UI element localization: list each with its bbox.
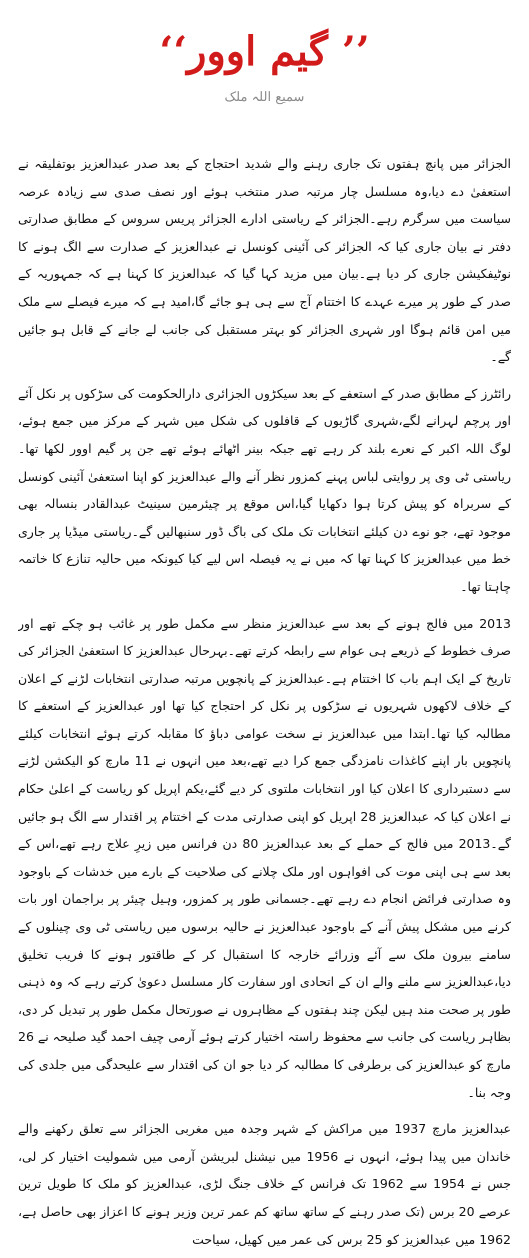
article-paragraph-2: رائٹرز کے مطابق صدر کے استعفے کے بعد سیکڑوں الجزائری دارالحکومت کی سڑکوں پر نکل آئے اور پرچم لہرانے لگے،شہری گاڑیوں کے قافلوں کی شکل میں شہر کے مرکز میں جمع ہوئے، لوگ اللہ اکبر کے نعرے بلند کر رہے تھے جبکہ بینر اٹھائے ہوئے تھے جن پر گیم اوور لکھا تھا۔ریاستی ٹی وی پر روایتی لباس پہنے کمزور نظر آنے والے عبدالعزیز کو اپنا استعفیٰ آئینی کونسل کے سربراہ کو پیش کرتا ہوا دکھایا گیا،اس موقع پر چیئرمین سینیٹ عبدالقادر بنسالہ بھی موجود تھے، جو نوے دن کیلئے انتخابات تک ملک کی باگ ڈور سنبھالیں گے۔ریاستی میڈیا پر جاری خط میں عبدالعزیز کا کہنا تھا کہ میں نے یہ فیصلہ اس لیے کیا کیونکہ میں حالیہ تنازع کا خاتمہ چاہتا تھا۔ <box>18 385 511 594</box>
article-paragraph-1: الجزائر میں پانچ ہفتوں تک جاری رہنے والے شدید احتجاج کے بعد صدر عبدالعزیز بوتفلیقہ نے استعفیٰ دے دیا،وہ مسلسل چار مرتبہ صدر منتخب ہوئے اور نصف صدی سے زیادہ عرصہ سیاست میں سرگرم رہے۔الجزائر کے ریاستی ادارے الجزائر پریس سروس کے مطابق صدارتی دفتر نے بیان جاری کیا کہ الجزائر کی آئینی کونسل نے عبدالعزیز کے صدارت سے الگ ہونے کا نوٹیفکیشن جاری کر دیا ہے۔بیان میں مزید کہا گیا کہ عبدالعزیز کا کہنا ہے کہ جمہوریہ کے صدر کے طور پر میرے عہدے کا اختتام آج سے ہی ہو جائے گا،امید ہے کہ میرے فیصلے سے ملک میں امن قائم ہوگا اور شہری الجزائر کو بہتر مستقبل کی جانب لے جانے کے قابل ہو جائیں گے۔ <box>18 156 511 365</box>
article-title: ’’ گیم اوور‘‘ <box>159 28 370 75</box>
article-paragraph-3: 2013 میں فالج ہونے کے بعد سے عبدالعزیز منظر سے مکمل طور پر غائب ہو چکے تھے اور صرف خطوط کے ذریعے ہی عوام سے رابطہ کرتے تھے۔بہرحال عبدالعزیز کا استعفیٰ الجزائر کی تاریخ کے ایک اہم باب کا اختتام ہے۔عبدالعزیز کے پانچویں مرتبہ صدارتی انتخابات لڑنے کے اعلان کے خلاف لاکھوں شہریوں نے سڑکوں پر نکل کر احتجاج کیا تھا اور عبدالعزیز کے استعفے کا مطالبہ کیا تھا۔ابتدا میں عبدالعزیز نے سخت عوامی دباؤ کا مقابلہ کرتے ہوئے انتخابات کیلئے پانچویں بار اپنے کاغذات نامزدگی جمع کرا دیے تھے،بعد میں انہوں نے 11 مارچ کو الیکشن لڑنے سے دستبرداری کا اعلان کیا اور انتخابات ملتوی کر دیے گئے،یکم اپریل کو ریاست کے اعلیٰ حکام نے اعلان کیا کہ عبدالعزیز 28 اپریل کو اپنی صدارتی مدت کے اختتام پر اقتدار سے الگ ہو جائیں گے۔2013 میں فالج کے حملے کے بعد عبدالعزیز 80 دن فرانس میں زیرِ علاج رہے تھے،اس کے بعد سے ہی اپنی موت کی افواہوں اور ملک چلانے کی صلاحیت کے بارے میں خدشات کے باوجود وہ صدارتی فرائض انجام دے رہے تھے۔جسمانی طور پر کمزور، وہیل چیئر پر براجمان اور بات کرنے میں مشکل پیش آنے کے باوجود عبدالعزیز نے حالیہ برسوں میں ریاستی ٹی وی چینلوں کے سامنے بیرون ملک سے آئے وزرائے خارجہ کا استقبال کر کے طاقتور ہونے کا فریب تخلیق دیا،عبدالعزیز سے ملنے والے ان کے اتحادی اور سفارت کار مسلسل دعویٰ کرتے رہے کہ وہ ذہنی طور پر صحت مند ہیں لیکن چند ہفتوں کے مظاہروں نے صورتحال مکمل طور پر تبدیل کر دی، بظاہر ریاست کی جانب سے محفوظ راستہ اختیار کرتے ہوئے آرمی چیف احمد گید صلیحہ نے 26 مارچ کو عبدالعزیز کی برطرفی کا مطالبہ کر دیا جو ان کی اقتدار سے علیحدگی میں جلدی کی وجہ بنا۔ <box>18 615 511 1100</box>
article-body <box>18 150 511 1256</box>
article-paragraph-4: عبدالعزیز مارچ 1937 میں مراکش کے شہر وجدہ میں مغربی الجزائر سے تعلق رکھنے والے خاندان میں پیدا ہوئے، انہوں نے 1956 میں نیشنل لبریشن آرمی میں شمولیت اختیار کر لی، جس نے 1954 سے 1962 تک فرانس کے خلاف جنگ لڑی، عبدالعزیز کو ملک کا طویل ترین عرصے 20 برس (تک صدر رہنے کے ساتھ ساتھ کم عمر ترین وزیر ہونے کا اعزاز بھی حاصل ہے، 1962 میں عبدالعزیز کو 25 برس کی عمر میں کھیل، سیاحت <box>18 1121 511 1247</box>
author-byline: سمیع اللہ ملک <box>224 90 305 105</box>
